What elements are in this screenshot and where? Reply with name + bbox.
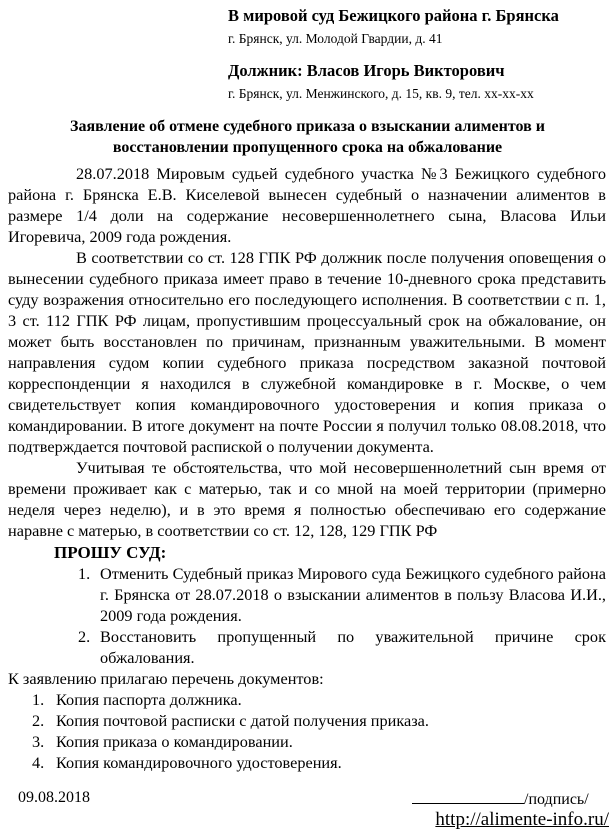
attachment-item	[8, 731, 606, 752]
paragraph-2: В соответствии со ст. 128 ГПК РФ должник после получения оповещения о вынесении судебного приказа имеет право в течение 10-дневного срока представить суду возражения относительно его последующего исполнения. В соответствии с п. 1, 3 ст. 112 ГПК РФ лицам, пропустившим процессуальный срок на обжалование, он может быть восстановлен по причинам, признанным уважительными. В момент направления судом копии судебного приказа посредством заказной почтовой корреспонденции я находился в служебной командировке в г. Москве, о чем свидетельствует копия командировочного удостоверения и копия приказа о командировании. В итоге документ на почте России я получил только 08.08.2018, что подтверждается почтовой распиской о получении документа.	[8, 248, 606, 456]
attachment-number: 4.	[32, 753, 45, 772]
attachment-text: Копия приказа о командировании.	[56, 732, 293, 751]
request-text: Отменить Судебный приказ Мирового суда Бежицкого судебного района г. Брянска от 28.07.2018 о взыскании алиментов в пользу Власова И.И., 2009 года рождения.	[100, 564, 606, 625]
paragraph-1: 28.07.2018 Мировым судьей судебного участка №3 Бежицкого судебного района г. Брянска Е.В. Киселевой вынесен судебный о назначении алиментов в размере 1/4 доли на содержание несовершеннолетнего сына, Власова Ильи Игоревича, 2009 года рождения.	[8, 164, 606, 246]
attachment-item	[8, 689, 606, 710]
attachment-text: Копия почтовой расписки с датой получения приказа.	[56, 711, 429, 730]
attachments-list	[8, 689, 606, 773]
request-list	[8, 563, 606, 668]
paragraph-3: Учитывая те обстоятельства, что мой несовершеннолетний сын время от времени проживает как с матерью, так и со мной на моей территории (примерно неделя через неделю), и в это время я полностью обеспечиваю его содержание наравне с матерью, в соответствии со ст. 12, 128, 129 ГПК РФ	[8, 458, 606, 540]
attachment-number: 2.	[32, 711, 45, 730]
request-number: 1.	[78, 564, 91, 583]
attachment-item	[8, 710, 606, 731]
signature-block	[412, 789, 589, 809]
request-text: Восстановить пропущенный по уважительной причине срок обжалования.	[100, 627, 606, 667]
signature-line	[412, 789, 524, 804]
attachment-number: 3.	[32, 732, 45, 751]
signature-label: /подпись/	[524, 791, 589, 808]
request-item	[8, 563, 606, 626]
attachment-item	[8, 752, 606, 773]
document-body	[8, 163, 606, 773]
court-address: г. Брянск, ул. Молодой Гвардии, д. 41	[228, 31, 443, 46]
attachment-number: 1.	[32, 690, 45, 709]
attachments-intro: К заявлению прилагаю перечень документов:	[8, 669, 324, 688]
debtor-name: Должник: Власов Игорь Викторович	[228, 61, 505, 80]
debtor-address: г. Брянск, ул. Менжинского, д. 15, кв. 9, тел. хх-хх-хх	[228, 86, 534, 101]
request-heading: ПРОШУ СУД:	[54, 543, 167, 562]
attachment-text: Копия паспорта должника.	[56, 690, 242, 709]
website-link[interactable]: http://alimente-info.ru/	[435, 809, 609, 830]
request-item	[8, 626, 606, 668]
document-title: Заявление об отмене судебного приказа о взыскании алиментов и восстановлении пропущенного срока на обжалование	[70, 118, 545, 156]
request-number: 2.	[78, 627, 91, 646]
document-date: 09.08.2018	[18, 789, 90, 806]
court-name: В мировой суд Бежицкого района г. Брянска	[228, 6, 559, 25]
attachment-text: Копия командировочного удостоверения.	[56, 753, 342, 772]
